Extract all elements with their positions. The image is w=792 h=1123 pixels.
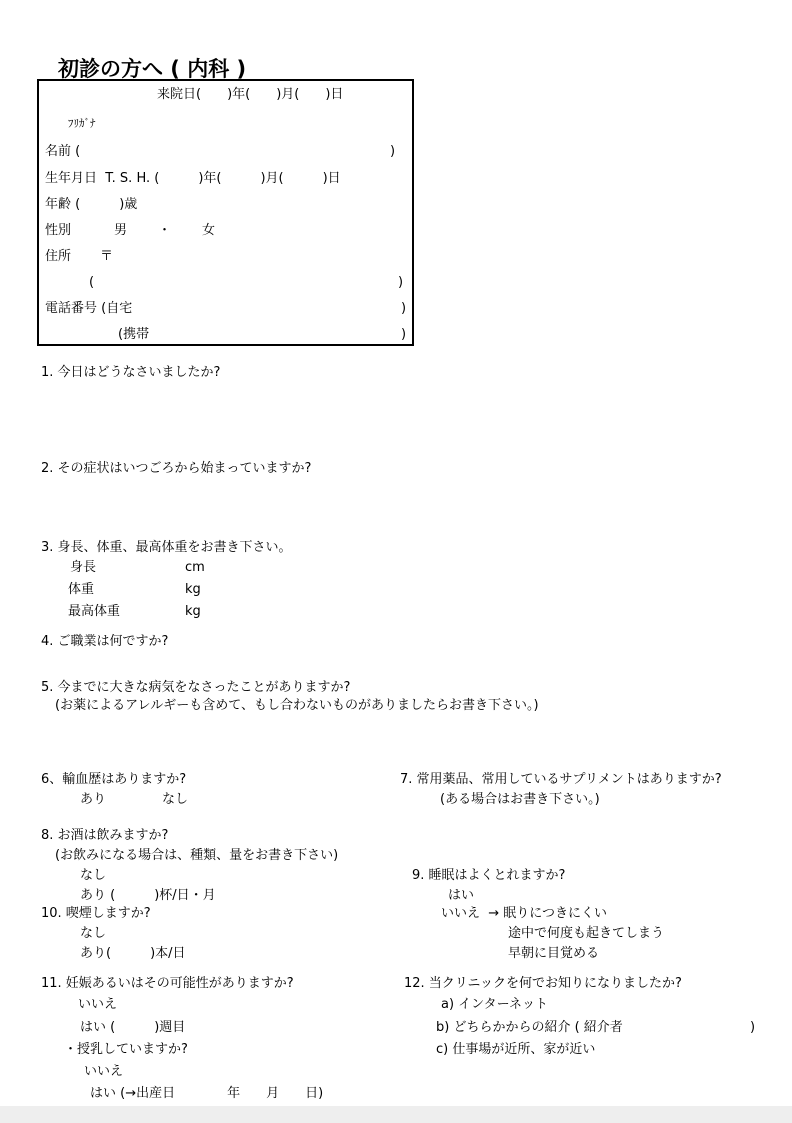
- pregnancy-yes-option[interactable]: はい ( )週目: [80, 1020, 186, 1035]
- question-4: 4. ご職業は何ですか?: [41, 634, 169, 649]
- address-close: ): [398, 275, 404, 290]
- sleep-wake-option[interactable]: 途中で何度も起きてしまう: [508, 926, 665, 941]
- question-7-note: (ある場合はお書き下さい。): [440, 792, 600, 807]
- sex-separator: ・: [158, 223, 172, 238]
- question-10: 10. 喫煙しますか?: [41, 906, 151, 921]
- question-12: 12. 当クリニックを何でお知りになりましたか?: [404, 976, 682, 991]
- height-label: 身長: [70, 560, 97, 575]
- question-8-note: (お飲みになる場合は、種類、量をお書き下さい): [55, 848, 339, 863]
- question-5: 5. 今までに大きな病気をなさったことがありますか?: [41, 680, 351, 695]
- sex-label: 性別: [45, 223, 72, 238]
- weight-label: 体重: [68, 582, 95, 597]
- alcohol-yes-option[interactable]: あり ( )杯/日・月: [80, 888, 216, 903]
- smoking-yes-option[interactable]: あり( )本/日: [80, 946, 186, 961]
- sleep-yes-option[interactable]: はい: [448, 888, 475, 903]
- visit-date-field[interactable]: 来院日( )年( )月( )日: [157, 87, 344, 102]
- postal-mark: 〒: [100, 249, 114, 264]
- bottom-scroll-edge: [0, 1106, 792, 1123]
- sex-female-option[interactable]: 女: [202, 223, 216, 238]
- breastfeeding-question: ・授乳していますか?: [64, 1042, 188, 1057]
- pregnancy-no-option[interactable]: いいえ: [78, 997, 118, 1012]
- question-2: 2. その症状はいつごろから始まっていますか?: [41, 461, 312, 476]
- phone-mobile-label: (携帯: [118, 327, 150, 342]
- source-nearby-option[interactable]: c) 仕事場が近所、家が近い: [436, 1042, 596, 1057]
- name-label: 名前 (: [45, 144, 81, 159]
- question-9: 9. 睡眠はよくとれますか?: [412, 868, 566, 883]
- breastfeeding-no-option[interactable]: いいえ: [84, 1064, 124, 1079]
- furigana-label: ﾌﾘｶﾞﾅ: [68, 117, 96, 130]
- alcohol-no-option[interactable]: なし: [80, 868, 107, 883]
- smoking-no-option[interactable]: なし: [80, 926, 107, 941]
- referral-close: ): [750, 1020, 756, 1035]
- max-weight-label: 最高体重: [68, 604, 121, 619]
- address-open: (: [89, 275, 95, 290]
- question-1: 1. 今日はどうなさいましたか?: [41, 365, 221, 380]
- question-11: 11. 妊娠あるいはその可能性がありますか?: [41, 976, 294, 991]
- transfusion-no-option[interactable]: なし: [162, 792, 189, 807]
- name-close: ): [390, 144, 396, 159]
- question-8: 8. お酒は飲みますか?: [41, 828, 169, 843]
- max-weight-unit: kg: [185, 604, 201, 619]
- breastfeeding-yes-option[interactable]: はい (→出産日 年 月 日): [90, 1086, 324, 1101]
- page-title: 初診の方へ ( 内科 ): [58, 57, 247, 81]
- height-unit: cm: [185, 560, 205, 575]
- phone-home-close: ): [401, 301, 407, 316]
- transfusion-yes-option[interactable]: あり: [80, 792, 107, 807]
- question-5-note: (お薬によるアレルギーも含めて、もし合わないものがありましたらお書き下さい。): [55, 698, 539, 713]
- weight-unit: kg: [185, 582, 201, 597]
- sleep-early-option[interactable]: 早朝に目覚める: [508, 946, 600, 961]
- source-referral-option[interactable]: b) どちらかからの紹介 ( 紹介者: [436, 1020, 623, 1035]
- age-field[interactable]: 年齢 ( )歳: [45, 197, 138, 212]
- question-6: 6、輸血歴はありますか?: [41, 772, 187, 787]
- phone-home-label: 電話番号 (自宅: [45, 301, 133, 316]
- question-3: 3. 身長、体重、最高体重をお書き下さい。: [41, 540, 292, 555]
- sex-male-option[interactable]: 男: [114, 223, 128, 238]
- phone-mobile-close: ): [401, 327, 407, 342]
- question-7: 7. 常用薬品、常用しているサプリメントはありますか?: [400, 772, 722, 787]
- source-internet-option[interactable]: a) インターネット: [441, 997, 549, 1012]
- birthdate-field[interactable]: 生年月日 T. S. H. ( )年( )月( )日: [45, 171, 341, 186]
- sleep-no-option[interactable]: いいえ → 眠りにつきにくい: [441, 906, 608, 921]
- address-label: 住所: [45, 249, 72, 264]
